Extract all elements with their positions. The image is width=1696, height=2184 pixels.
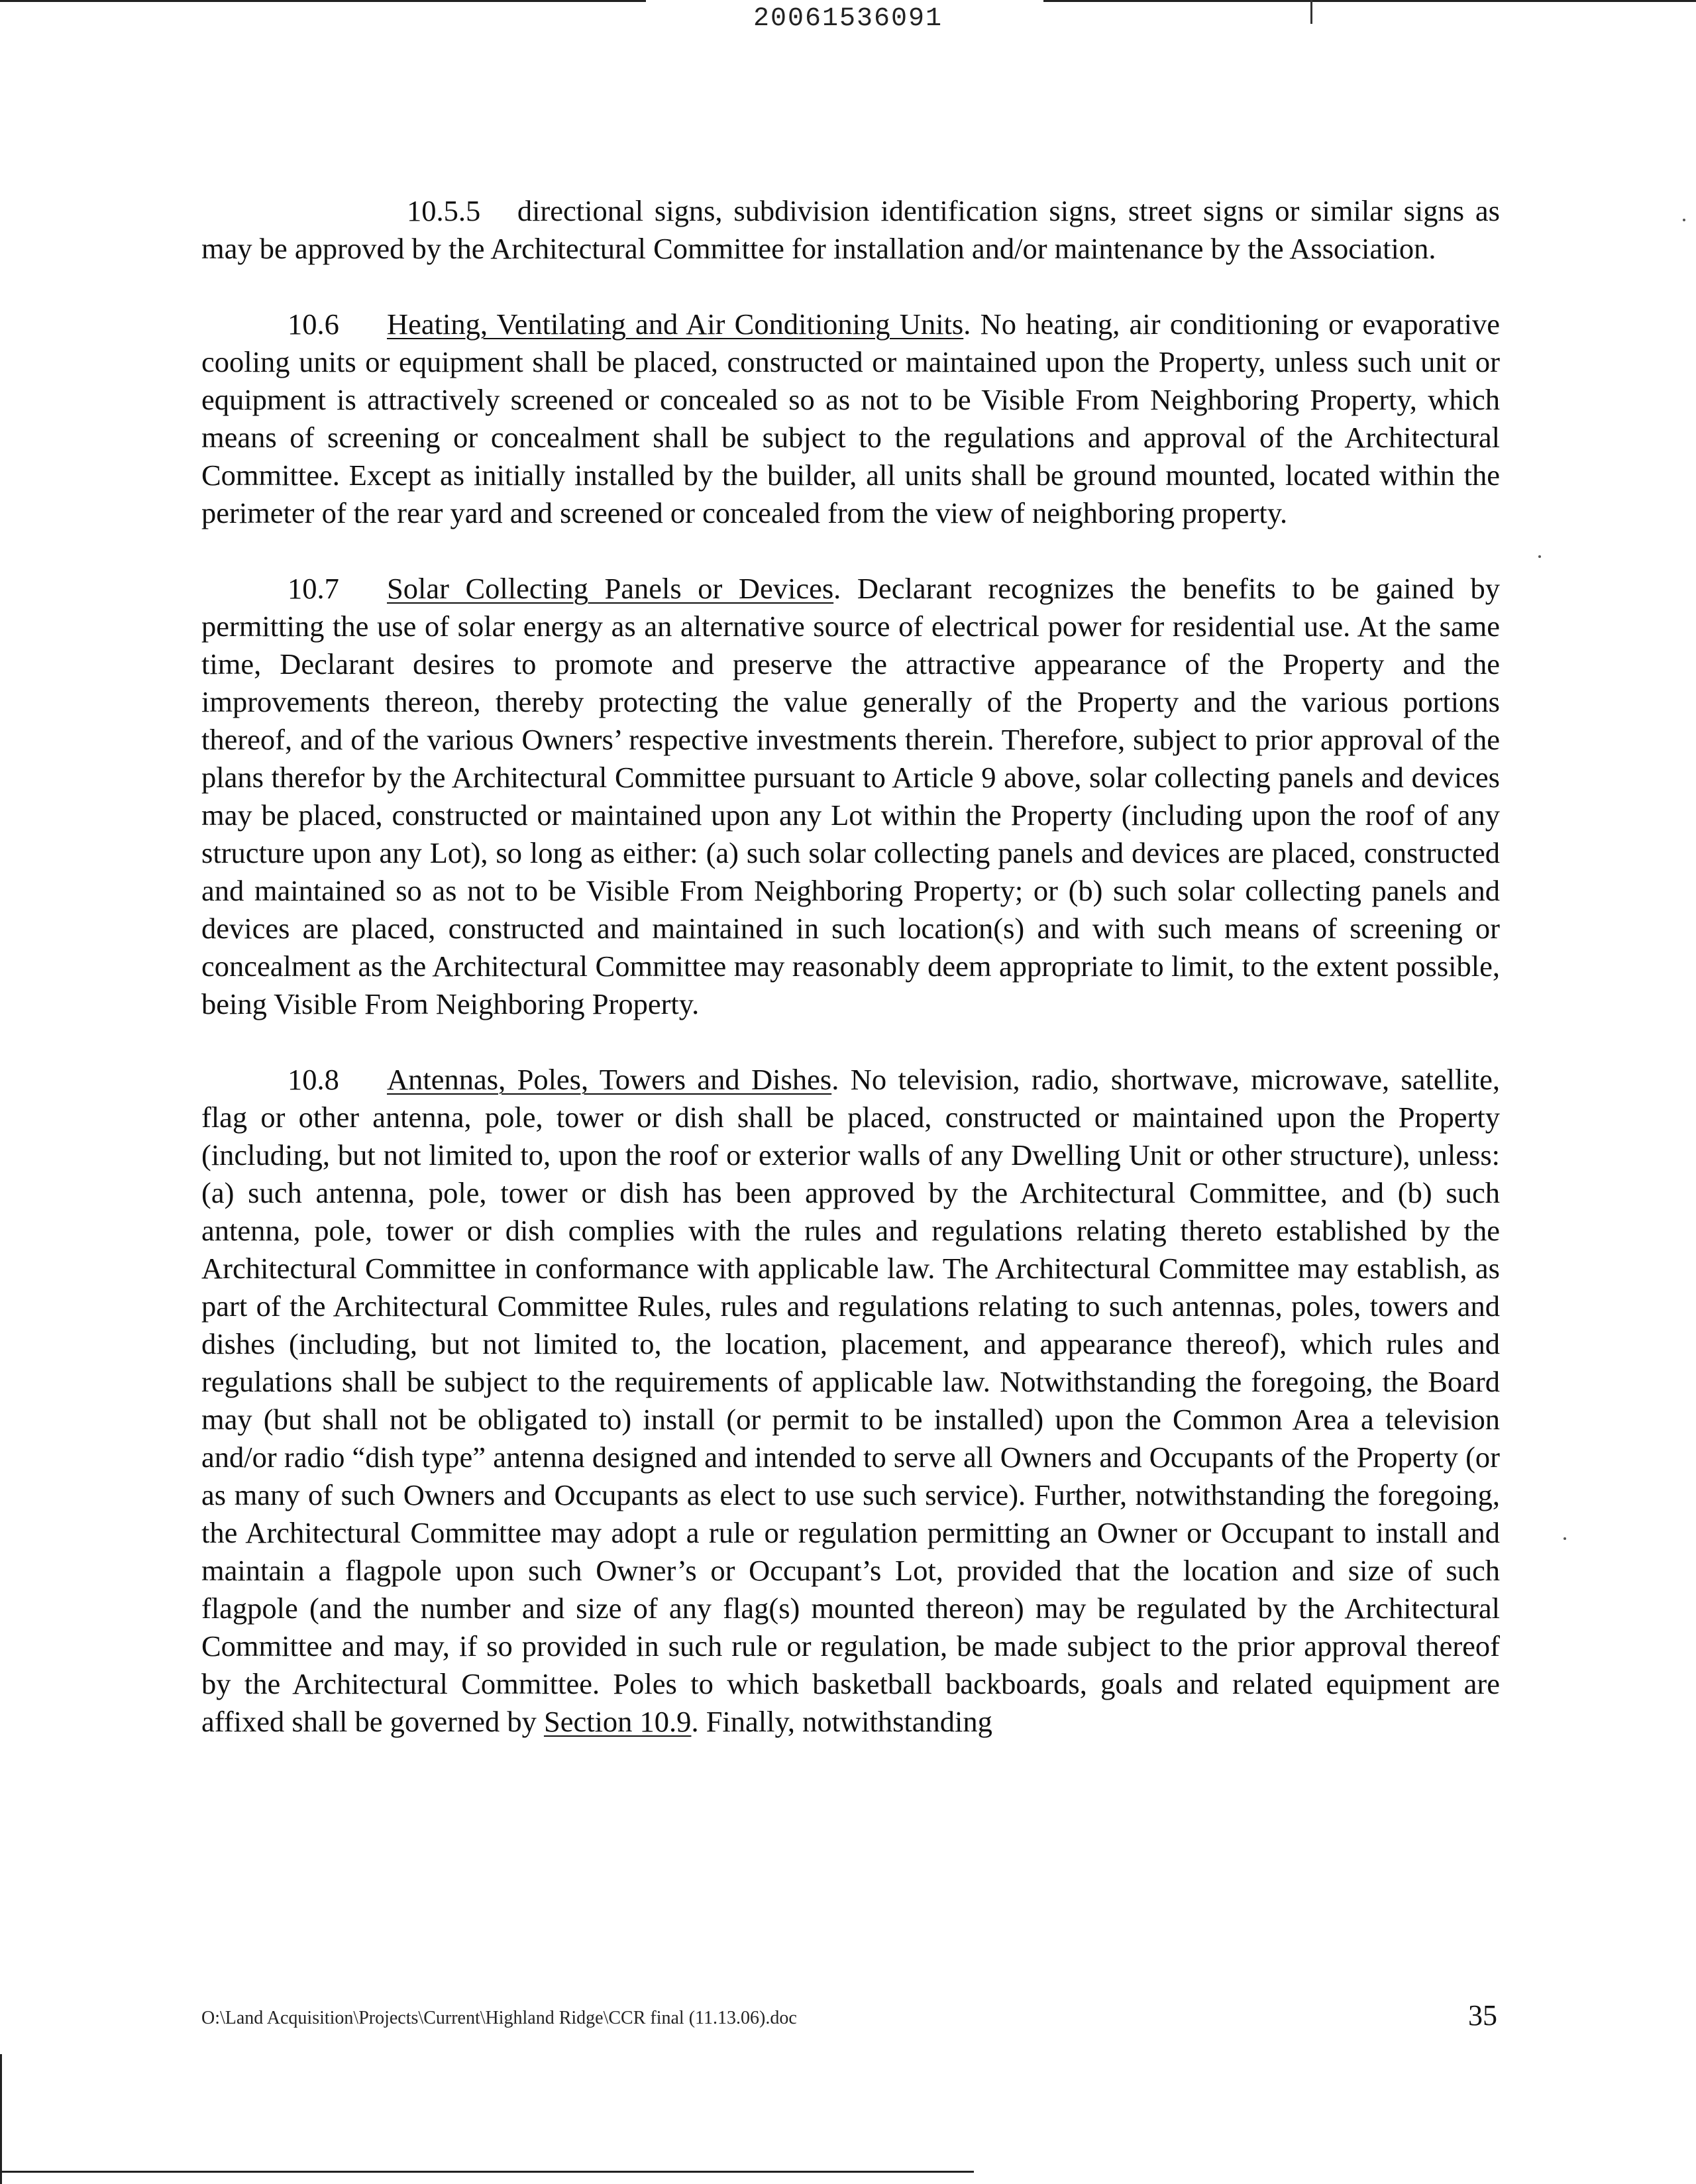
section-text: . No heating, air conditioning or evaporative cooling units or equipment shall be placed, constructed or maintained upon the Property, unless such unit or equipment is attractively screened or concealed so as not to be Visible From Neighboring Property, which means of screening or concealment shall be subject to the regulations and approval of the Architectural Committee. Except as initially installed by the builder, all units shall be ground mounted, located within the perimeter of the rear yard and screened or concealed from the view of neighboring property. [201,307,1500,529]
section-10-8 [201,1061,1500,1741]
section-number: 10.8 [288,1063,339,1096]
scan-speck [1538,555,1541,558]
section-10-7 [201,570,1500,1023]
section-title: Antennas, Poles, Towers and Dishes [387,1063,832,1096]
document-body [201,192,1500,1778]
section-tail: . Finally, notwithstanding [691,1705,992,1738]
section-10-6 [201,305,1500,532]
document-id: 20061536091 [753,4,943,34]
section-text: . No television, radio, shortwave, microwave, satellite, flag or other antenna, pole, tower or dish shall be placed, constructed or maintained upon the Property (including, but not limited to, upon the roof or exterior walls of any Dwelling Unit or other structure), unless: (a) such antenna, pole, tower or dish has been approved by the Architectural Committee, and (b) such antenna, pole, tower or dish complies with the rules and regulations relating thereto established by the Architectural Committee in conformance with applicable law. The Architectural Committee may establish, as part of the Architectural Committee Rules, rules and regulations relating to such antennas, poles, towers and dishes (including, but not limited to, the location, placement, and appearance thereof), which rules and regulations shall be subject to the requirements of applicable law. Notwithstanding the foregoing, the Board may (but shall not be obligated to) install (or permit to be installed) upon the Common Area a television and/or radio “dish type” antenna designed and intended to serve all Owners and Occupants of the Property (or as many of such Owners and Occupants as elect to use such service). Further, notwithstanding the foregoing, the Architectural Committee may adopt a rule or regulation permitting an Owner or Occupant to install and maintain a flagpole upon such Owner’s or Occupant’s Lot, provided that the location and size of such flagpole (and the number and size of any flag(s) mounted thereon) may be regulated by the Architectural Committee and may, if so provided in such rule or regulation, be made subject to the prior approval thereof by the Architectural Committee. Poles to which basketball backboards, goals and related equipment are affixed shall be governed by [201,1063,1500,1738]
section-title: Solar Collecting Panels or Devices [387,572,834,605]
top-border-left [0,0,646,2]
section-text: . Declarant recognizes the benefits to be gained by permitting the use of solar energy as an alternative source of electrical power for residential use. At the same time, Declarant desires to promote and preserve the attractive appearance of the Property and the improvements thereon, thereby protecting the value generally of the Property and the various portions thereof, and of the various Owners’ respective investments therein. Therefore, subject to prior approval of the plans therefor by the Architectural Committee pursuant to Article 9 above, solar collecting panels and devices may be placed, constructed or maintained upon any Lot within the Property (including upon the roof of any structure upon any Lot), so long as either: (a) such solar collecting panels and devices are placed, constructed and maintained so as not to be Visible From Neighboring Property; or (b) such solar collecting panels and devices are placed, constructed and maintained in such location(s) and with such means of screening or concealment as the Architectural Committee may reasonably deem appropriate to limit, to the extent possible, being Visible From Neighboring Property. [201,572,1500,1020]
left-border [0,2054,2,2184]
section-10-5-5 [201,192,1500,268]
page-number: 35 [1468,1999,1497,2032]
scan-speck [1683,219,1685,221]
section-number: 10.6 [288,307,339,341]
footer-file-path: O:\Land Acquisition\Projects\Current\Highland Ridge\CCR final (11.13.06).doc [201,2008,797,2028]
scan-speck [1564,1537,1566,1540]
section-title: Heating, Ventilating and Air Conditioning Units [387,307,964,341]
bottom-border [0,2171,974,2173]
section-number: 10.5.5 [407,194,481,227]
section-reference: Section 10.9 [543,1705,692,1738]
top-border-right [1043,0,1696,2]
section-text: directional signs, subdivision identification signs, street signs or similar signs as may be approved by the Architectural Committee for installation and/or maintenance by the Association. [201,194,1500,265]
section-number: 10.7 [288,572,339,605]
